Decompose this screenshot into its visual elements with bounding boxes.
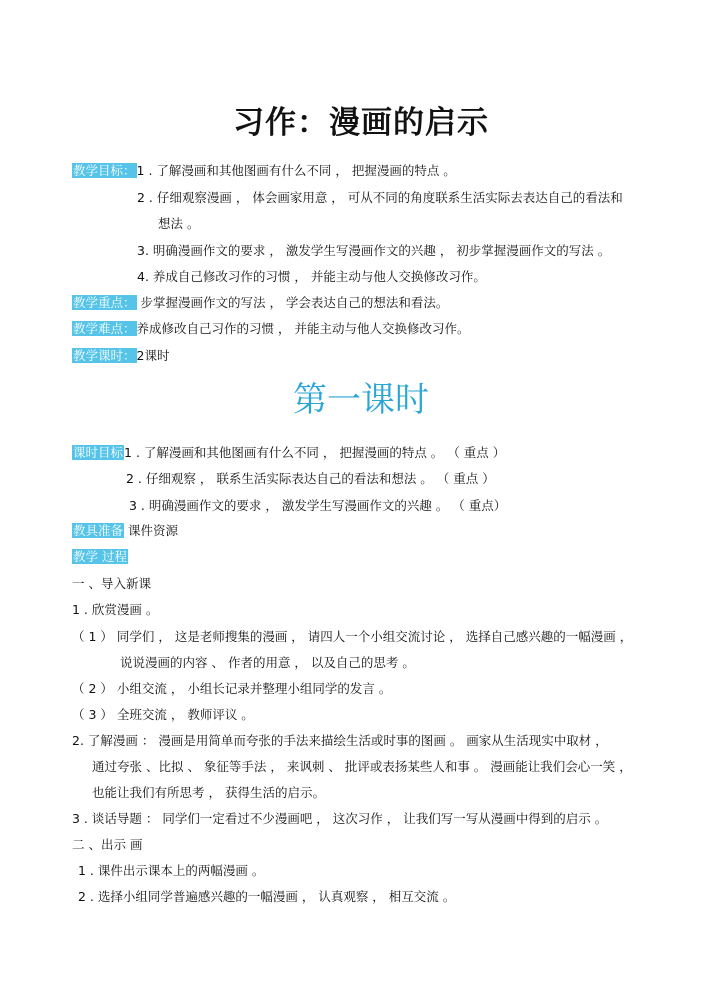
hours-line <box>72 347 169 365</box>
prep-text: 课件资源 <box>124 523 178 538</box>
goals-line-1 <box>72 162 456 180</box>
body-line: 二 、出示 画 <box>72 837 143 852</box>
body-line: 通过夸张 、比拟 、 象征等手法 ， 来讽刺 、 批评或表扬某些人和事 。 漫画能让我们会心一笑 ， <box>92 759 632 774</box>
lesson-goal-item: 1 . 了解漫画和其他图画有什么不同 ， 把握漫画的特点 。 （ 重点 ） <box>124 445 506 460</box>
doc-title: 习作：漫画的启示 <box>233 105 489 141</box>
goal-item: 1 . 了解漫画和其他图画有什么不同 ， 把握漫画的特点 。 <box>136 163 456 178</box>
hours-text: 2课时 <box>136 348 170 363</box>
lesson-title: 第一课时 <box>293 380 429 420</box>
process-line <box>72 548 128 566</box>
body-line: 2. 了解漫画 ： 漫画是用简单而夸张的手法来描绘生活或时事的图画 。 画家从生活现实中取材 ， <box>72 733 608 748</box>
body-line: （ 1 ） 同学们 ， 这是老师搜集的漫画 ， 请四人一个小组交流讨论 ， 选择自己感兴趣的一幅漫画 ， <box>72 629 633 644</box>
prep-tag: 教具准备 <box>73 523 124 538</box>
difficulty-tag: 教学难点： <box>73 321 136 336</box>
body-line: 说说漫画的内容 、 作者的用意 ， 以及自己的思考 。 <box>120 655 415 670</box>
lesson-goal-item: 3 . 明确漫画作文的要求 ， 激发学生写漫画作文的兴趣 。 （ 重点） <box>129 498 507 513</box>
goals-tag: 教学目标： <box>73 163 136 178</box>
body-line: 一 、导入新课 <box>72 576 151 591</box>
lesson-goal-line <box>72 444 505 462</box>
goal-item: 4. 养成自己修改习作的习惯 ， 并能主动与他人交换修改习作。 <box>137 269 486 284</box>
key-tag: 教学重点： <box>73 295 136 310</box>
key-line <box>72 294 448 312</box>
goal-item: 想法 。 <box>158 216 200 231</box>
hours-tag: 教学课时： <box>73 348 136 363</box>
difficulty-text: 养成修改自己习作的习惯 ， 并能主动与他人交换修改习作。 <box>136 321 470 336</box>
goal-item: 2 . 仔细观察漫画 ， 体会画家用意 ， 可从不同的角度联系生活实际去表达自己的看法和 <box>137 190 623 205</box>
body-line: （ 3 ） 全班交流 ， 教师评议 。 <box>72 707 254 722</box>
body-line: 1 . 欣赏漫画 。 <box>72 602 159 617</box>
body-line: （ 2 ） 小组交流 ， 小组长记录并整理小组同学的发言 。 <box>72 681 392 696</box>
prep-line <box>72 522 178 540</box>
body-line: 也能让我们有所思考 ， 获得生活的启示。 <box>92 785 325 800</box>
goal-item: 3. 明确漫画作文的要求 ， 激发学生写漫画作文的兴趣 ， 初步掌握漫画作文的写法 。 <box>137 243 611 258</box>
process-tag: 教学 过程 <box>73 549 127 564</box>
lesson-goal-tag: 课时目标 <box>73 445 124 460</box>
body-line: 3 . 谈话导题 ： 同学们一定看过不少漫画吧 ， 这次习作 ， 让我们写一写从漫画中得到的启示 。 <box>72 811 608 826</box>
key-text: 步掌握漫画作文的写法 ， 学会表达自己的想法和看法。 <box>136 295 449 310</box>
lesson-goal-item: 2 . 仔细观察 ， 联系生活实际表达自己的看法和想法 。 （ 重点 ） <box>126 471 495 486</box>
body-line: 2 . 选择小组同学普遍感兴趣的一幅漫画 ， 认真观察 ， 相互交流 。 <box>78 889 456 904</box>
body-line: 1 . 课件出示课本上的两幅漫画 。 <box>78 863 265 878</box>
difficulty-line <box>72 320 469 338</box>
